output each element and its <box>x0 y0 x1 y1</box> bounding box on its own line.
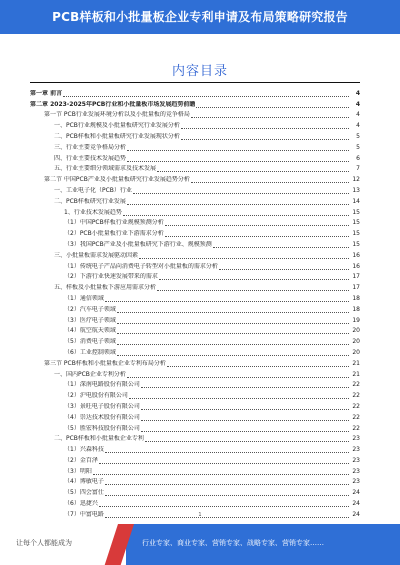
toc-entry[interactable] <box>30 118 360 129</box>
toc-leader-dots <box>117 306 349 313</box>
toc-entry[interactable] <box>30 464 360 475</box>
toc-entry-page: 23 <box>352 456 360 464</box>
toc-entry[interactable] <box>30 248 360 259</box>
toc-entry[interactable] <box>30 313 360 324</box>
toc-entry-text: 四、行业主要技术发展趋势 <box>54 154 127 162</box>
toc-entry-text: 二、PCB样板和小批量板研究行业发展现状分析 <box>54 132 180 140</box>
toc-leader-dots <box>99 457 349 464</box>
toc-leader-dots <box>141 414 349 421</box>
toc-entry[interactable] <box>30 270 360 281</box>
toc-leader-dots <box>93 468 349 475</box>
toc-entry[interactable] <box>30 485 360 496</box>
toc-entry-text: 二、PCB样板和小批量板企业专利 <box>54 435 144 443</box>
toc-leader-dots <box>181 122 349 129</box>
toc-entry-page: 5 <box>356 132 360 140</box>
toc-entry-text: （6）工业控制领域 <box>64 348 116 356</box>
toc-leader-dots <box>165 219 349 226</box>
toc-entry-page: 19 <box>352 316 360 324</box>
toc-entry[interactable] <box>30 226 360 237</box>
toc-entry[interactable] <box>30 151 360 162</box>
toc-entry-text: 二、PCB样板研究行业发展 <box>54 197 126 205</box>
toc-entry-page: 4 <box>356 111 360 119</box>
toc-entry-page: 14 <box>352 197 360 205</box>
toc-entry[interactable] <box>30 432 360 443</box>
toc-leader-dots <box>105 446 349 453</box>
toc-entry-page: 22 <box>352 413 360 421</box>
toc-entry-text: （3）景旺电子股份有限公司 <box>64 402 140 410</box>
toc-entry[interactable] <box>30 324 360 335</box>
toc-entry-text: （2）下游行业快速发展带来的需求 <box>64 273 158 281</box>
toc-entry[interactable] <box>30 453 360 464</box>
toc-entry-text: （2）汽车电子领域 <box>64 305 116 313</box>
toc-entry[interactable] <box>30 140 360 151</box>
toc-entry-page: 15 <box>352 219 360 227</box>
footer-slogan: 让每个人都能成为 <box>16 539 72 547</box>
toc-entry[interactable] <box>30 388 360 399</box>
toc-entry[interactable] <box>30 172 360 183</box>
toc-entry[interactable] <box>30 97 360 108</box>
toc-entry-page: 15 <box>352 240 360 248</box>
toc-entry-page: 24 <box>352 510 360 518</box>
toc-leader-dots <box>123 209 349 216</box>
toc-entry-page: 15 <box>352 208 360 216</box>
toc-entry-text: 五、行业主要细分领域需求及技术发展 <box>54 165 157 173</box>
toc-entry-text: （1）兴森科技 <box>64 446 104 454</box>
toc-entry[interactable] <box>30 129 360 140</box>
toc-entry-page: 21 <box>352 370 360 378</box>
toc-entry-text: （5）四会富仕 <box>64 489 104 497</box>
toc-entry-text: 一、工业电子化（PCB）行业 <box>54 186 132 194</box>
toc-leader-dots <box>117 349 349 356</box>
toc-leader-dots <box>141 425 349 432</box>
toc-entry-text: （4）博敏电子 <box>64 478 104 486</box>
toc-entry-page: 18 <box>352 305 360 313</box>
toc-entry-page: 12 <box>352 176 360 184</box>
toc-entry-page: 7 <box>356 165 360 173</box>
toc-entry-text: 三、小批量板需求发展驱动因素 <box>54 251 139 259</box>
toc-entry-page: 5 <box>356 143 360 151</box>
toc-leader-dots <box>141 381 349 388</box>
toc-leader-dots <box>139 252 349 259</box>
toc-leader-dots <box>105 295 349 302</box>
toc-entry[interactable] <box>30 334 360 345</box>
toc-entry[interactable] <box>30 237 360 248</box>
toc-entry-page: 21 <box>352 359 360 367</box>
toc-entry[interactable] <box>30 108 360 119</box>
toc-entry-page: 4 <box>355 100 360 108</box>
toc-entry-page: 6 <box>356 154 360 162</box>
toc-leader-dots <box>181 133 349 140</box>
toc-entry-page: 15 <box>352 230 360 238</box>
toc-entry[interactable] <box>30 421 360 432</box>
toc-entry-page: 16 <box>352 262 360 270</box>
toc-entry-text: （5）胜宏科技股份有限公司 <box>64 424 140 432</box>
toc-entry-text: （4）崇达技术股份有限公司 <box>64 413 140 421</box>
toc-entry-page: 23 <box>352 467 360 475</box>
toc-leader-dots <box>141 403 349 410</box>
toc-entry-text: 第三节 PCB样板和小批量板企业专利布局分析 <box>44 359 166 367</box>
toc-entry[interactable] <box>30 356 360 367</box>
toc-entry-text: （1）传统电子产品向消费电子转型对小批量板的需求分析 <box>64 262 218 270</box>
table-of-contents <box>30 86 360 518</box>
toc-entry-text: （1）深南电路股份有限公司 <box>64 381 140 389</box>
toc-entry-page: 4 <box>355 89 360 97</box>
toc-leader-dots <box>157 165 349 172</box>
toc-entry-text: （2）沪电股份有限公司 <box>64 392 128 400</box>
toc-leader-dots <box>127 371 349 378</box>
toc-leader-dots <box>117 317 349 324</box>
toc-divider <box>30 82 360 83</box>
toc-entry[interactable] <box>30 280 360 291</box>
toc-entry[interactable] <box>30 410 360 421</box>
toc-leader-dots <box>129 392 349 399</box>
toc-entry-page: 4 <box>356 122 360 130</box>
toc-entry[interactable] <box>30 302 360 313</box>
toc-entry-text: （3）医疗电子领域 <box>64 316 116 324</box>
toc-leader-dots <box>105 478 349 485</box>
toc-entry[interactable] <box>30 442 360 453</box>
toc-entry-page: 16 <box>352 251 360 259</box>
toc-entry-text: （1）通信领域 <box>64 294 104 302</box>
toc-leader-dots <box>165 230 349 237</box>
toc-entry-page: 17 <box>352 284 360 292</box>
toc-leader-dots <box>127 144 349 151</box>
toc-leader-dots <box>159 273 349 280</box>
toc-entry-page: 24 <box>352 500 360 508</box>
report-title: PCB样板和小批量板企业专利申请及布局策略研究报告 <box>52 10 348 24</box>
toc-entry-page: 13 <box>352 186 360 194</box>
toc-entry-page: 18 <box>352 294 360 302</box>
toc-entry-page: 20 <box>352 338 360 346</box>
toc-entry-text: 第一章 前言 <box>30 89 63 97</box>
toc-entry-text: 一、国内PCB企业专利分析 <box>54 370 126 378</box>
toc-leader-dots <box>117 338 349 345</box>
toc-entry[interactable] <box>30 367 360 378</box>
toc-entry-page: 23 <box>352 446 360 454</box>
toc-entry-text: 五、样板及小批量板下游应用需求分析 <box>54 284 157 292</box>
toc-entry-text: （3）明阳 <box>64 467 92 475</box>
toc-leader-dots <box>167 360 349 367</box>
toc-entry[interactable] <box>30 345 360 356</box>
toc-entry-page: 23 <box>352 478 360 486</box>
toc-leader-dots <box>133 187 349 194</box>
toc-leader-dots <box>157 284 349 291</box>
toc-entry-page: 20 <box>352 327 360 335</box>
toc-entry-page: 17 <box>352 273 360 281</box>
toc-entry-text: （5）消费电子领域 <box>64 338 116 346</box>
toc-entry-text: 三、行业主要竞争格局分析 <box>54 143 127 151</box>
toc-entry-page: 20 <box>352 348 360 356</box>
toc-entry-page: 24 <box>352 489 360 497</box>
toc-entry[interactable] <box>30 194 360 205</box>
toc-entry-text: 第二章 2023-2025年PCB行业和小批量板市场发展趋势前瞻 <box>30 100 196 108</box>
toc-entry-text: （2）金百泽 <box>64 456 98 464</box>
toc-entry[interactable] <box>30 399 360 410</box>
toc-entry-text: 第一节 PCB行业发展环境分析以及小批量板的竞争格局 <box>44 111 190 119</box>
toc-entry[interactable] <box>30 205 360 216</box>
toc-leader-dots <box>213 241 349 248</box>
toc-entry-text: （4）航空航天领域 <box>64 327 116 335</box>
toc-entry-page: 23 <box>352 435 360 443</box>
toc-leader-dots <box>196 101 349 108</box>
toc-entry-text: （3）我国PCB产业及小批量板研究下游行业、规模预测 <box>64 240 212 248</box>
page-number: 1 <box>198 512 202 518</box>
toc-leader-dots <box>191 176 349 183</box>
toc-entry[interactable] <box>30 291 360 302</box>
toc-entry-text: （1）中国PCB样板行业规模预测分析 <box>64 219 164 227</box>
toc-entry[interactable] <box>30 183 360 194</box>
toc-leader-dots <box>117 327 349 334</box>
toc-entry[interactable] <box>30 496 360 507</box>
toc-entry-text: （2）PCB小批量板行业下游需求分析 <box>64 230 164 238</box>
toc-leader-dots <box>105 489 349 496</box>
toc-entry-text: （6）迅捷兴 <box>64 500 98 508</box>
toc-leader-dots <box>127 155 349 162</box>
toc-leader-dots <box>219 263 349 270</box>
toc-entry[interactable] <box>30 216 360 227</box>
toc-leader-dots <box>63 90 349 97</box>
toc-entry-page: 22 <box>352 424 360 432</box>
toc-entry[interactable] <box>30 259 360 270</box>
toc-entry[interactable] <box>30 86 360 97</box>
footer-roles: 行业专家、商业专家、营销专家、战略专家、营销专家…… <box>142 539 324 547</box>
toc-leader-dots <box>191 111 349 118</box>
toc-entry[interactable] <box>30 475 360 486</box>
toc-leader-dots <box>145 435 349 442</box>
toc-entry-page: 22 <box>352 392 360 400</box>
toc-entry-page: 22 <box>352 381 360 389</box>
toc-leader-dots <box>127 198 349 205</box>
toc-entry-page: 22 <box>352 402 360 410</box>
toc-entry-text: （7）中富电路 <box>64 510 104 518</box>
toc-entry-text: 一、PCB行业规模及小批量板研究行业发展分析 <box>54 122 180 130</box>
toc-entry[interactable] <box>30 378 360 389</box>
toc-heading: 内容目录 <box>171 64 228 79</box>
toc-entry-text: 1、行业技术发展趋势 <box>64 208 122 216</box>
toc-entry-text: 第二节 中国PCB产业及小批量板研究行业发展趋势分析 <box>44 176 190 184</box>
toc-leader-dots <box>99 500 349 507</box>
toc-entry[interactable] <box>30 162 360 173</box>
